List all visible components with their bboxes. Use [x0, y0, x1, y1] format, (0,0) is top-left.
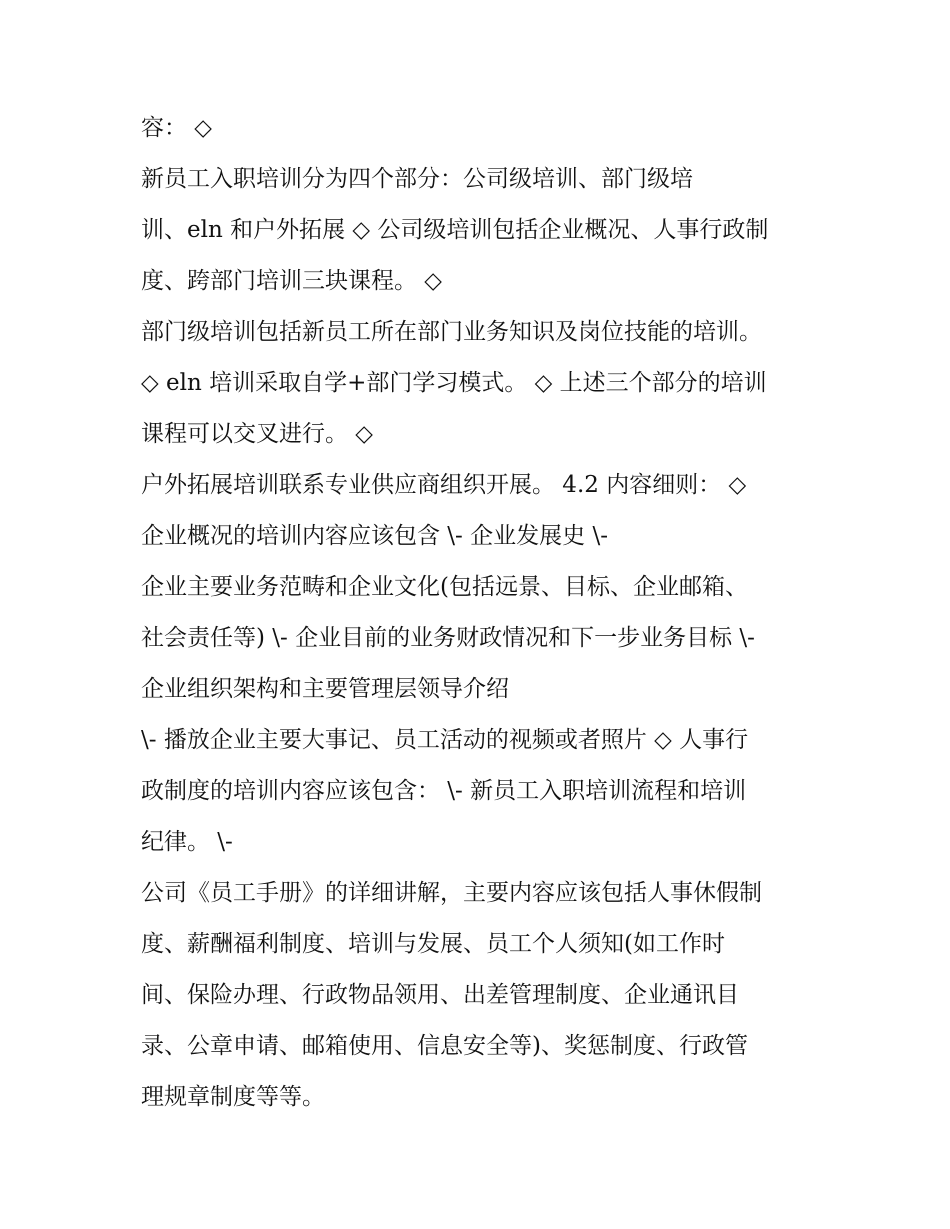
text-line: 课程可以交叉进行。 ◇ [141, 421, 373, 447]
text-line: 企业组织架构和主要管理层领导介绍 [141, 676, 509, 702]
text-line: 企业概况的培训内容应该包含 \- 企业发展史 \- [141, 523, 608, 549]
text-line: 纪律。 \- [141, 829, 233, 855]
text-line: 理规章制度等等。 [141, 1084, 325, 1110]
text-line: 公司《员工手册》的详细讲解，主要内容应该包括人事休假制 [141, 880, 762, 906]
text-line: 训、eln 和户外拓展 ◇ 公司级培训包括企业概况、人事行政制 [141, 217, 769, 243]
text-line: 度、薪酬福利制度、培训与发展、员工个人须知(如工作时 [141, 931, 725, 957]
text-line: 政制度的培训内容应该包含： \- 新员工入职培训流程和培训 [141, 778, 747, 804]
text-line: 录、公章申请、邮箱使用、信息安全等)、奖惩制度、行政管 [141, 1033, 748, 1059]
text-line: 部门级培训包括新员工所在部门业务知识及岗位技能的培训。 [141, 319, 762, 345]
text-line: \- 播放企业主要大事记、员工活动的视频或者照片 ◇ 人事行 [141, 727, 749, 753]
text-line: 户外拓展培训联系专业供应商组织开展。 4.2 内容细则： ◇ [141, 472, 747, 498]
text-line: ◇ eln 培训采取自学+部门学习模式。 ◇ 上述三个部分的培训 [141, 370, 767, 396]
document-body [141, 103, 821, 1123]
text-line: 社会责任等) \- 企业目前的业务财政情况和下一步业务目标 \- [141, 625, 755, 651]
text-line: 新员工入职培训分为四个部分：公司级培训、部门级培 [141, 166, 693, 192]
text-line: 间、保险办理、行政物品领用、出差管理制度、企业通讯目 [141, 982, 739, 1008]
text-line: 度、跨部门培训三块课程。 ◇ [141, 268, 442, 294]
text-line: 容： ◇ [141, 115, 212, 141]
text-line: 企业主要业务范畴和企业文化(包括远景、目标、企业邮箱、 [141, 574, 748, 600]
